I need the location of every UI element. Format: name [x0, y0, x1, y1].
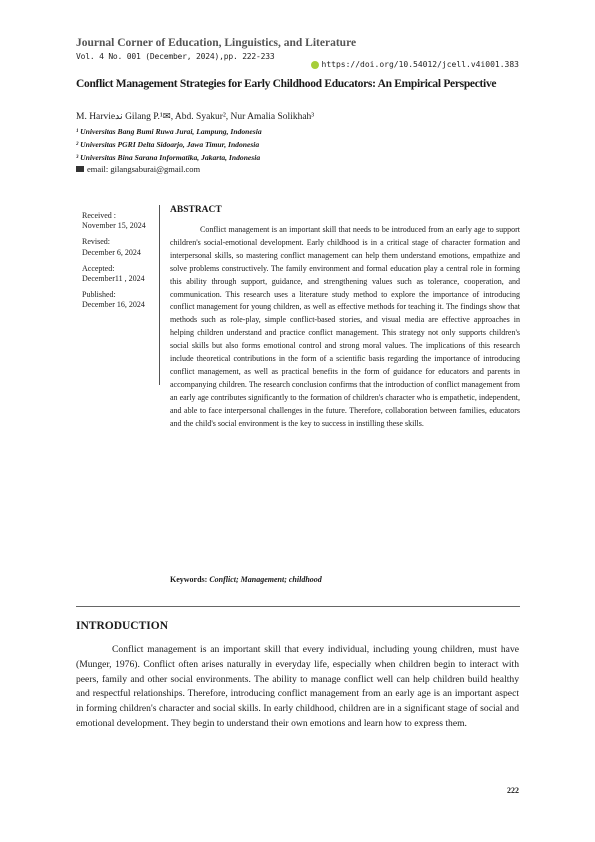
- abstract-heading: ABSTRACT: [170, 205, 222, 215]
- journal-title: Journal Corner of Education, Linguistics, and Literature: [76, 37, 357, 49]
- date-value: December11 , 2024: [82, 274, 145, 284]
- email-line[interactable]: [76, 164, 200, 174]
- date-published: [82, 290, 154, 310]
- article-dates: [82, 211, 154, 317]
- introduction-heading: INTRODUCTION: [76, 620, 169, 632]
- mail-icon: [76, 166, 84, 172]
- date-label: Published:: [82, 290, 116, 300]
- journal-issue: Vol. 4 No. 001 (December, 2024),pp. 222-233: [76, 52, 275, 61]
- divider-horizontal: [76, 606, 520, 607]
- divider-vertical: [159, 205, 160, 385]
- doi-link[interactable]: [311, 60, 519, 69]
- date-value: November 15, 2024: [82, 221, 146, 231]
- date-value: December 6, 2024: [82, 247, 141, 257]
- date-label: Revised:: [82, 237, 110, 247]
- date-received: [82, 211, 154, 231]
- abstract-text: Conflict management is an important skill that needs to be introduced from an early age to support children's social-emotional development. Early childhood is in a critical stage of character formation and interpersonal skills, so mastering conflict management can help them understand emotions, empathize and solve problems constructively. The family environment and formal education play a central role in forming this ability through support, guidance, and strengthening values such as tolerance, cooperation, and communication. This research uses a literature study method to explore the importance of introducing conflict management for young children, as well as effective methods for teaching it. The findings show that methods such as role-play, simple conflict-based stories, and visual media are effective approaches in helping children understand and practice conflict management. This strategy not only supports children's social skills but also forms emotional control and strong moral values. The implications of this research include theoretical contributions in the form of a scientific basis regarding the importance of introducing conflict management, as well as practical benefits in the form of guidance for educators and parents in accompanying children. The research conclusion confirms that the introduction of conflict management from an early age contributes significantly to the formation of children's character who is empathetic, independent, and able to face interpersonal challenges in the future. Therefore, collaboration between families, educators and the child's social environment is the key to success in instilling these skills.: [170, 225, 520, 428]
- date-accepted: [82, 264, 154, 284]
- date-label: Received :: [82, 211, 116, 220]
- affiliation-3: ³ Universitas Bina Sarana Informatika, Jakarta, Indonesia: [76, 153, 261, 162]
- affiliation-2: ² Universitas PGRI Delta Sidoarjo, Jawa Timur, Indonesia: [76, 140, 260, 149]
- authors: M. Harvieند Gilang P.¹✉, Abd. Syakur², Nur Amalia Solikhah³: [76, 112, 315, 122]
- date-label: Accepted:: [82, 263, 115, 273]
- keywords-value: Conflict; Management; childhood: [209, 575, 322, 584]
- keywords-label: Keywords:: [170, 575, 208, 584]
- email-text[interactable]: email: gilangsaburai@gmail.com: [87, 164, 201, 174]
- date-value: December 16, 2024: [82, 300, 145, 310]
- introduction-text: Conflict management is an important skill that every individual, including young children, must have (Munger, 1976). Conflict often arises naturally in everyday life, especially when children begin to interact with peers, family and other social environments. The ability to manage conflict well can help children build healthy and respectful relationships. Therefore, introducing conflict management from an early age is an important aspect in forming children's character and social skills. In early childhood, children are in a significant stage of social and emotional development. They begin to understand their own emotions and learn how to express them.: [76, 644, 519, 729]
- doi-text[interactable]: https://doi.org/10.54012/jcell.v4i001.383: [321, 60, 519, 69]
- paper-title: Conflict Management Strategies for Early Childhood Educators: An Empirical Perspective: [76, 78, 497, 90]
- page-number: 222: [507, 786, 519, 795]
- date-revised: [82, 237, 154, 257]
- affiliation-1: ¹ Universitas Bang Bumi Ruwa Jurai, Lampung, Indonesia: [76, 127, 262, 136]
- orcid-doi-icon: [311, 61, 319, 69]
- keywords-line: [170, 575, 322, 584]
